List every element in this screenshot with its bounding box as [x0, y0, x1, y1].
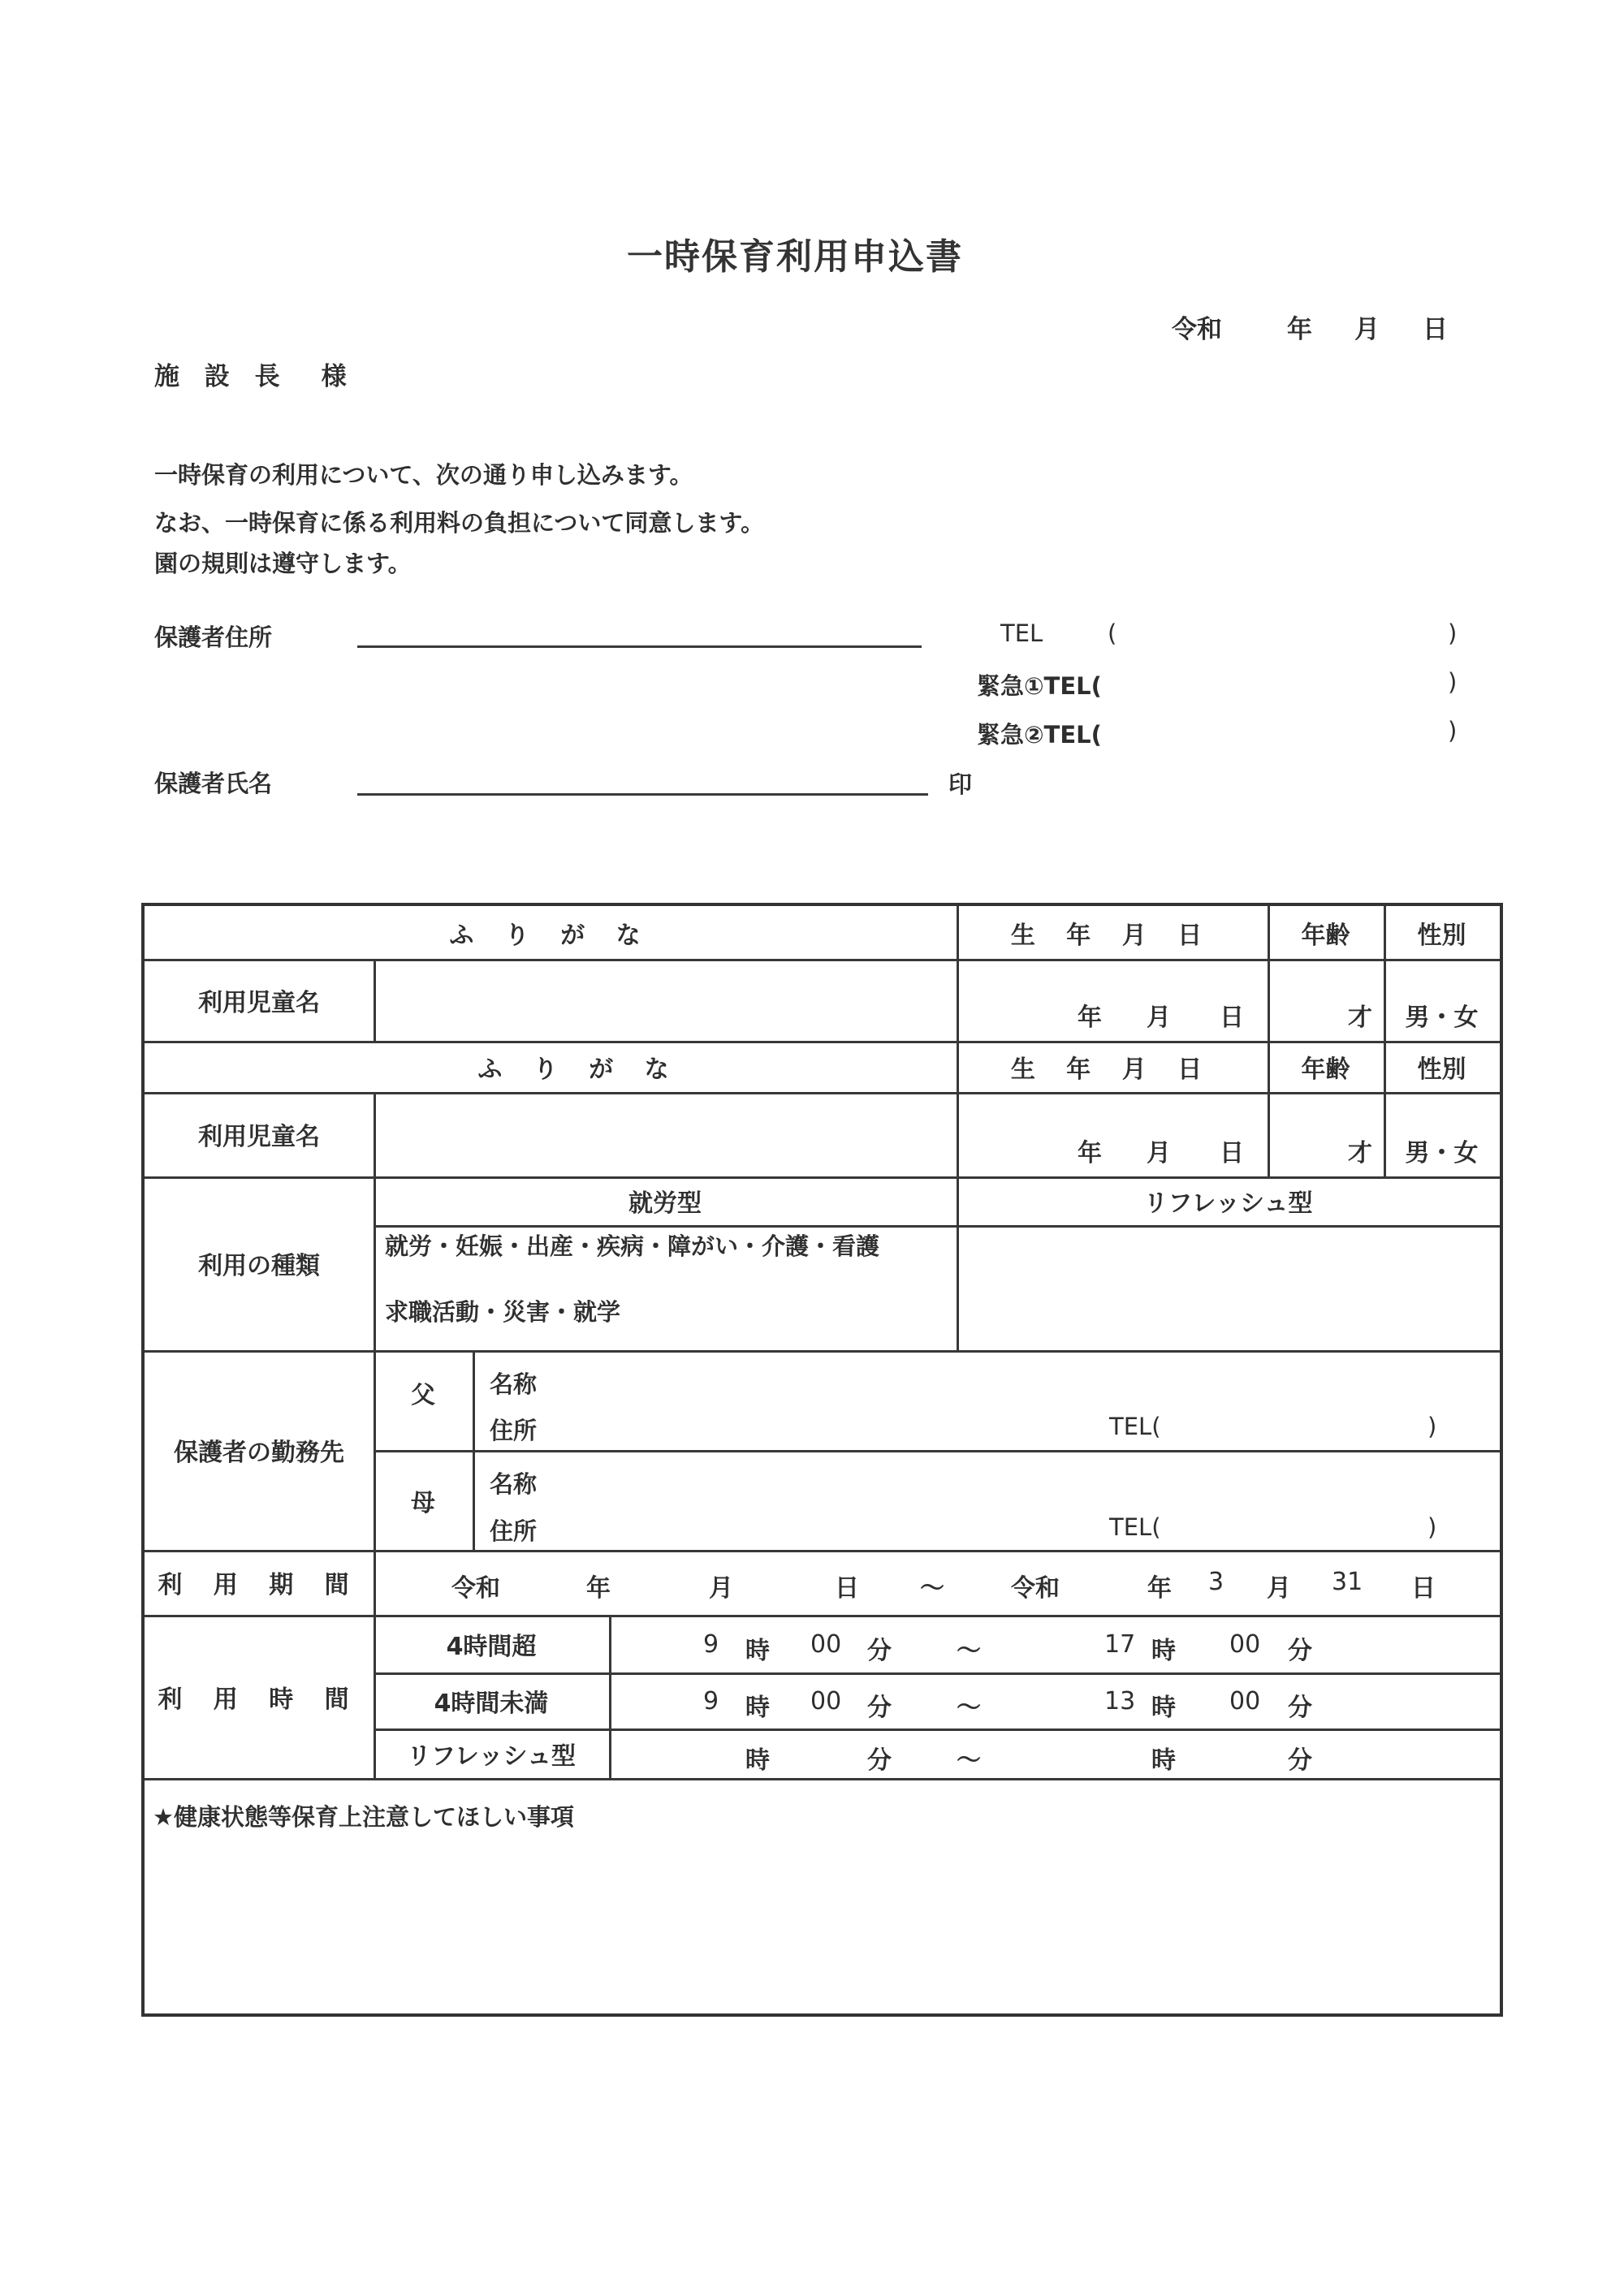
start-minute: 00 — [810, 1687, 842, 1716]
age-unit-1: 才 — [1348, 1003, 1372, 1032]
guardian-name-input[interactable] — [357, 793, 928, 796]
date-year: 年 — [1287, 315, 1312, 344]
age-label-2: 年齢 — [1301, 1055, 1350, 1084]
hours-type-refresh: リフレッシュ型 — [407, 1741, 576, 1771]
application-table — [141, 903, 1503, 2017]
minute-unit: 分 — [1288, 1637, 1312, 1665]
period-end-year: 年 — [1147, 1574, 1172, 1603]
birth-month-unit-2: 月 — [1147, 1139, 1171, 1167]
minute-unit: 分 — [867, 1637, 892, 1665]
mother-company-tel-close[interactable]: ) — [1427, 1513, 1437, 1541]
birthdate-input-1[interactable] — [957, 959, 1268, 1041]
father-company-tel-close[interactable]: ) — [1427, 1413, 1437, 1440]
period-start-day: 日 — [835, 1574, 859, 1603]
notes-input[interactable] — [153, 1840, 1484, 2002]
start-hour: 9 — [703, 1687, 719, 1716]
work-reasons-line-1: 就労・妊娠・出産・疾病・障がい・介護・看護 — [385, 1232, 880, 1260]
furigana-label-1: ふ り が な — [449, 921, 652, 950]
date-era: 令和 — [1172, 315, 1222, 344]
birth-year-unit-2: 年 — [1078, 1139, 1102, 1167]
addressee: 施 設 長 様 — [154, 362, 355, 391]
start-minute: 00 — [810, 1630, 842, 1659]
hours-type-under4: 4時間未満 — [434, 1689, 549, 1718]
guardian-address-input[interactable] — [357, 645, 922, 648]
start-hour: 9 — [703, 1630, 719, 1659]
hour-unit: 時 — [745, 1746, 770, 1775]
period-end-month: 月 — [1267, 1574, 1291, 1603]
mother-company-name-label: 名称 — [490, 1470, 538, 1498]
hours-label: 利 用 時 間 — [158, 1685, 361, 1714]
minute-unit: 分 — [1288, 1694, 1312, 1722]
birth-day-unit-1: 日 — [1220, 1003, 1244, 1032]
work-reasons-line-2: 求職活動・災害・就学 — [385, 1298, 621, 1326]
hours-tilde: ～ — [957, 1637, 981, 1665]
birthdate-input-2[interactable] — [957, 1092, 1268, 1176]
sex-select-1[interactable] — [1384, 959, 1500, 1041]
birthdate-label-1: 生 年 月 日 — [1010, 921, 1214, 950]
father-company-tel-label: TEL( — [1109, 1413, 1161, 1440]
workplace-label: 保護者の勤務先 — [174, 1439, 344, 1467]
mother-company-tel-label: TEL( — [1109, 1513, 1161, 1541]
minute-unit: 分 — [867, 1694, 892, 1722]
intro-line-3: 園の規則は遵守します。 — [154, 550, 412, 577]
period-end-day: 日 — [1411, 1574, 1436, 1603]
tel-close-paren[interactable]: ) — [1448, 619, 1458, 647]
mother-company-address-label: 住所 — [490, 1517, 538, 1545]
sex-options-2[interactable]: 男・女 — [1405, 1139, 1479, 1167]
sex-select-2[interactable] — [1384, 1092, 1500, 1176]
birth-day-unit-2: 日 — [1220, 1139, 1244, 1167]
emergency-tel-2-label: 緊急②TEL( — [977, 721, 1102, 749]
birth-month-unit-1: 月 — [1147, 1003, 1171, 1032]
seal-label: 印 — [948, 770, 973, 798]
child-name-input-2[interactable] — [374, 1092, 957, 1176]
period-label: 利 用 期 間 — [158, 1571, 361, 1599]
refresh-type-option[interactable] — [957, 1225, 1500, 1350]
hour-unit: 時 — [1151, 1637, 1176, 1665]
birthdate-label-2: 生 年 月 日 — [1010, 1055, 1214, 1084]
sex-label-2: 性別 — [1417, 1055, 1466, 1084]
end-minute: 00 — [1229, 1687, 1261, 1716]
hour-unit: 時 — [745, 1694, 770, 1722]
age-input-1[interactable] — [1268, 959, 1384, 1041]
date-month: 月 — [1354, 315, 1380, 344]
form-title: 一時保育利用申込書 — [627, 236, 963, 278]
guardian-name-label: 保護者氏名 — [154, 770, 273, 797]
period-end-day-value: 31 — [1332, 1568, 1363, 1596]
father-label: 父 — [411, 1380, 435, 1409]
sex-label-1: 性別 — [1417, 921, 1466, 950]
notes-label: ★健康状態等保育上注意してほしい事項 — [153, 1803, 574, 1831]
age-label-1: 年齢 — [1301, 921, 1350, 950]
child-name-label-2: 利用児童名 — [198, 1123, 320, 1151]
birth-year-unit-1: 年 — [1078, 1003, 1102, 1032]
emergency-tel-1-close[interactable]: ) — [1448, 668, 1458, 696]
minute-unit: 分 — [867, 1746, 892, 1775]
intro-line-2: なお、一時保育に係る利用料の負担について同意します。 — [154, 509, 765, 537]
emergency-tel-1-label: 緊急①TEL( — [977, 672, 1102, 700]
age-input-2[interactable] — [1268, 1092, 1384, 1176]
hours-tilde: ～ — [957, 1746, 981, 1775]
refresh-type-header: リフレッシュ型 — [1143, 1189, 1313, 1218]
end-hour: 17 — [1104, 1630, 1136, 1659]
guardian-address-label: 保護者住所 — [154, 624, 273, 651]
age-unit-2: 才 — [1348, 1139, 1372, 1167]
sex-options-1[interactable]: 男・女 — [1405, 1003, 1479, 1032]
date-day: 日 — [1423, 315, 1448, 344]
mother-label: 母 — [411, 1488, 435, 1517]
tel-open-paren: ( — [1108, 619, 1117, 647]
hours-tilde: ～ — [957, 1694, 981, 1722]
father-company-name-label: 名称 — [490, 1370, 538, 1398]
hour-unit: 時 — [1151, 1746, 1176, 1775]
period-end-month-value: 3 — [1208, 1568, 1224, 1596]
hour-unit: 時 — [745, 1637, 770, 1665]
period-end-era: 令和 — [1011, 1574, 1060, 1603]
period-tilde: ～ — [920, 1574, 944, 1603]
minute-unit: 分 — [1288, 1746, 1312, 1775]
tel-label: TEL — [1000, 619, 1043, 647]
period-start-era: 令和 — [451, 1574, 500, 1603]
child-name-label-1: 利用児童名 — [198, 988, 320, 1017]
emergency-tel-2-close[interactable]: ) — [1448, 717, 1458, 744]
hour-unit: 時 — [1151, 1694, 1176, 1722]
end-hour: 13 — [1104, 1687, 1136, 1716]
period-start-year: 年 — [586, 1574, 611, 1603]
period-start-month: 月 — [709, 1574, 733, 1603]
furigana-label-2: ふ り が な — [477, 1055, 680, 1084]
intro-line-1: 一時保育の利用について、次の通り申し込みます。 — [154, 461, 693, 489]
hours-type-over4: 4時間超 — [446, 1632, 537, 1661]
usage-type-label: 利用の種類 — [198, 1252, 320, 1280]
child-name-input-1[interactable] — [374, 959, 957, 1041]
work-type-option[interactable] — [374, 1225, 957, 1350]
end-minute: 00 — [1229, 1630, 1261, 1659]
work-type-header: 就労型 — [628, 1189, 702, 1218]
father-company-address-label: 住所 — [490, 1417, 538, 1444]
